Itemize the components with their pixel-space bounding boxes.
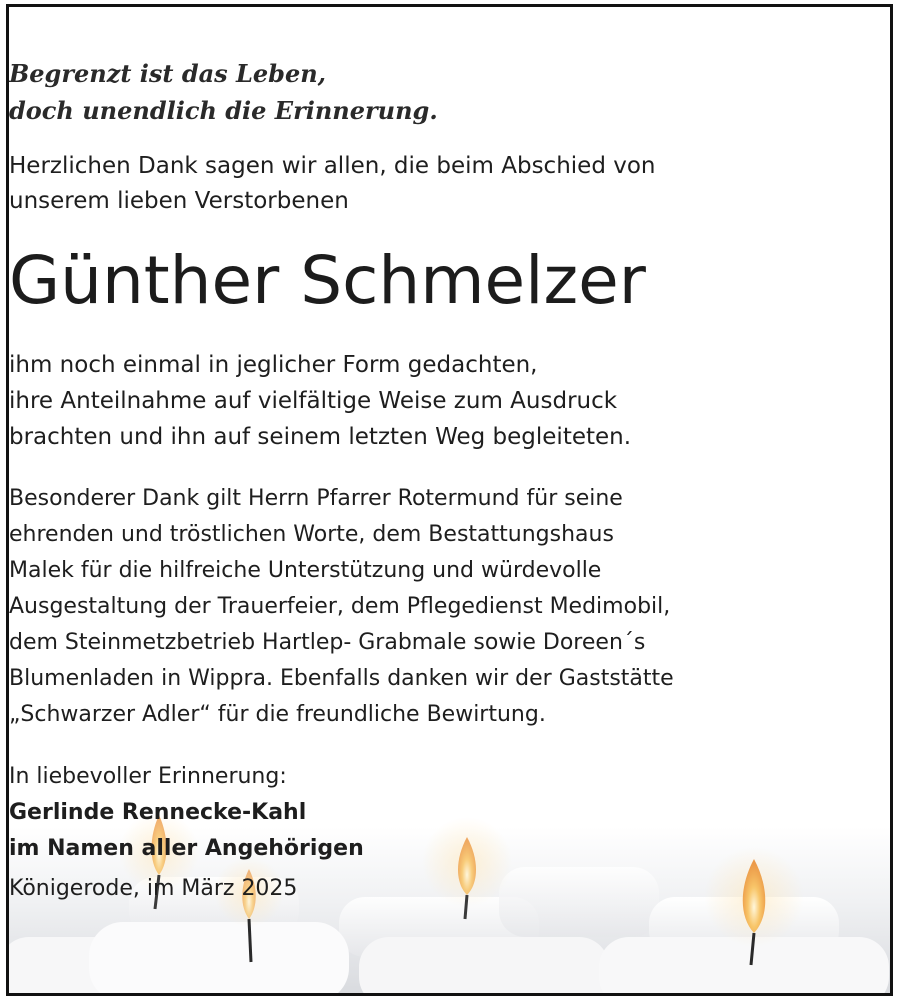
intro-text bbox=[9, 149, 890, 219]
paragraph-line: Malek für die hilfreiche Unterstützung und würdevolle bbox=[9, 558, 602, 583]
motto bbox=[9, 55, 890, 129]
thanks-paragraph-2 bbox=[9, 481, 890, 733]
place-date: Königerode, im März 2025 bbox=[9, 876, 298, 901]
paragraph-line: ehrenden und tröstlichen Worte, dem Bestattungshaus bbox=[9, 522, 614, 547]
paragraph-line: ihre Anteilnahme auf vielfältige Weise zum Ausdruck bbox=[9, 388, 618, 414]
paragraph-line: Blumenladen in Wippra. Ebenfalls danken wir der Gaststätte bbox=[9, 666, 674, 691]
paragraph-line: Besonderer Dank gilt Herrn Pfarrer Rotermund für seine bbox=[9, 486, 623, 511]
paragraph-line: brachten und ihn auf seinem letzten Weg begleiteten. bbox=[9, 424, 632, 450]
signer-name: Gerlinde Rennecke-Kahl bbox=[9, 800, 307, 825]
deceased-name: Günther Schmelzer bbox=[9, 242, 646, 319]
paragraph-line: dem Steinmetzbetrieb Hartlep- Grabmale sowie Doreen´s bbox=[9, 630, 646, 655]
intro-line: unserem lieben Verstorbenen bbox=[9, 188, 349, 214]
paragraph-line: Ausgestaltung der Trauerfeier, dem Pflegedienst Medimobil, bbox=[9, 594, 671, 619]
thanks-paragraph-1 bbox=[9, 347, 890, 455]
closing-lead: In liebevoller Erinnerung: bbox=[9, 764, 287, 789]
motto-line: doch unendlich die Erinnerung. bbox=[9, 96, 438, 125]
paragraph-line: „Schwarzer Adler“ für die freundliche Bewirtung. bbox=[9, 702, 546, 727]
on-behalf-line: im Namen aller Angehörigen bbox=[9, 836, 364, 861]
closing-block bbox=[9, 759, 890, 867]
paragraph-line: ihm noch einmal in jeglicher Form gedachten, bbox=[9, 352, 538, 378]
motto-line: Begrenzt ist das Leben, bbox=[9, 59, 327, 88]
obituary-notice bbox=[6, 4, 893, 996]
intro-line: Herzlichen Dank sagen wir allen, die beim Abschied von bbox=[9, 153, 656, 179]
